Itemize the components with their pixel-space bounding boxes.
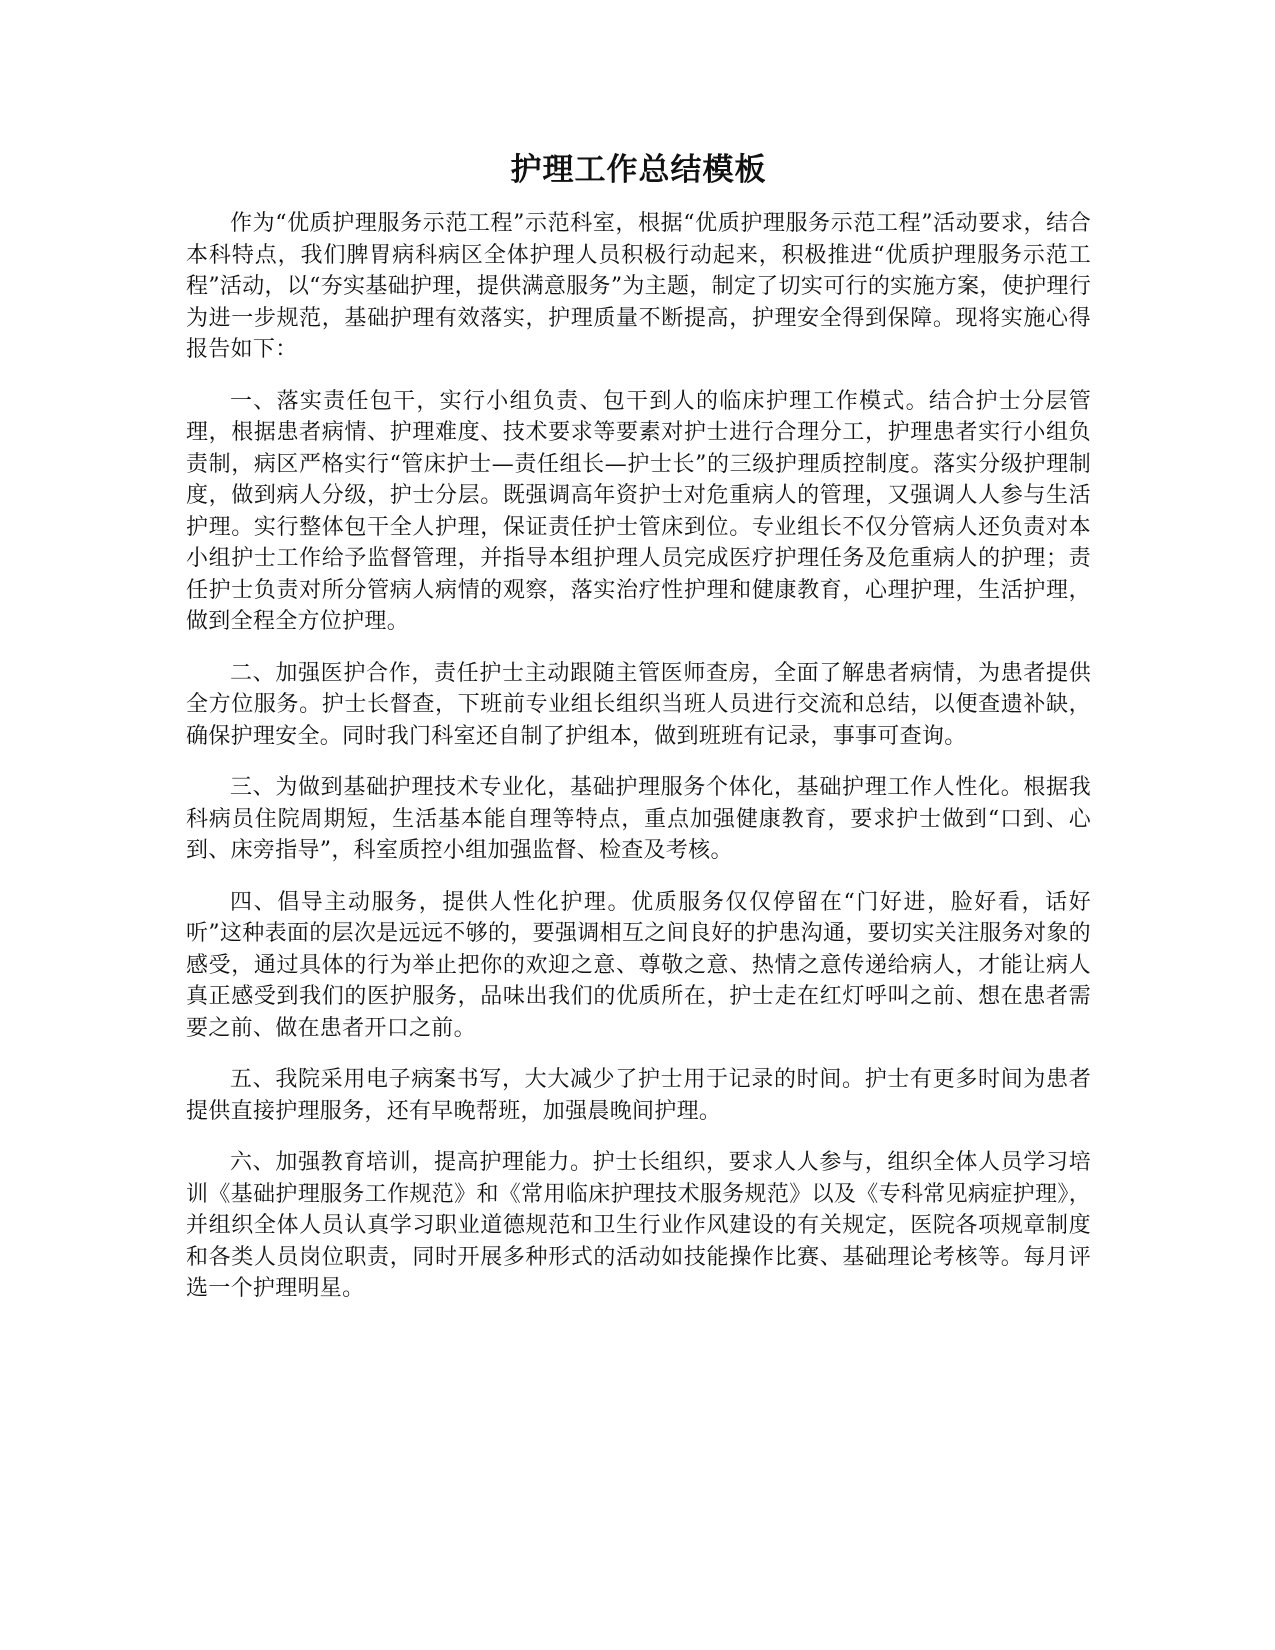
intro-paragraph: 作为“优质护理服务示范工程”示范科室，根据“优质护理服务示范工程”活动要求，结合本科特点，我们脾胃病科病区全体护理人员积极行动起来，积极推进“优质护理服务示范工程”活动，以“夯实基础护理，提供满意服务”为主题，制定了切实可行的实施方案，使护理行为进一步规范，基础护理有效落实，护理质量不断提高，护理安全得到保障。现将实施心得报告如下： bbox=[186, 211, 1091, 362]
section-paragraph-4: 四、倡导主动服务，提供人性化护理。优质服务仅仅停留在“门好进，脸好看，话好听”这种表面的层次是远远不够的，要强调相互之间良好的护患沟通，要切实关注服务对象的感受，通过具体的行为举止把你的欢迎之意、尊敬之意、热情之意传递给病人，才能让病人真正感受到我们的医护服务，品味出我们的优质所在，护士走在红灯呼叫之前、想在患者需要之前、做在患者开口之前。 bbox=[186, 889, 1091, 1041]
section-paragraph-1: 一、落实责任包干，实行小组负责、包干到人的临床护理工作模式。结合护士分层管理，根据患者病情、护理难度、技术要求等要素对护士进行合理分工，护理患者实行小组负责制，病区严格实行“管床护士—责任组长—护士长”的三级护理质控制度。落实分级护理制度，做到病人分级，护士分层。既强调高年资护士对危重病人的管理，又强调人人参与生活护理。实行整体包干全人护理，保证责任护士管床到位。专业组长不仅分管病人还负责对本小组护士工作给予监督管理，并指导本组护理人员完成医疗护理任务及危重病人的护理；责任护士负责对所分管病人病情的观察，落实治疗性护理和健康教育，心理护理，生活护理，做到全程全方位护理。 bbox=[186, 388, 1091, 634]
section-paragraph-3: 三、为做到基础护理技术专业化，基础护理服务个体化，基础护理工作人性化。根据我科病员住院周期短，生活基本能自理等特点，重点加强健康教育，要求护士做到“口到、心到、床旁指导”，科室质控小组加强监督、检查及考核。 bbox=[186, 775, 1091, 863]
document-title: 护理工作总结模板 bbox=[510, 152, 767, 188]
document-body bbox=[186, 150, 1091, 1325]
section-paragraph-2: 二、加强医护合作，责任护士主动跟随主管医师查房，全面了解患者病情，为患者提供全方位服务。护士长督查，下班前专业组长组织当班人员进行交流和总结，以便查遗补缺，确保护理安全。同时我门科室还自制了护组本，做到班班有记录，事事可查询。 bbox=[186, 660, 1091, 749]
section-paragraph-6: 六、加强教育培训，提高护理能力。护士长组织，要求人人参与，组织全体人员学习培训《基础护理服务工作规范》和《常用临床护理技术服务规范》以及《专科常见病症护理》，并组织全体人员认真学习职业道德规范和卫生行业作风建设的有关规定，医院各项规章制度和各类人员岗位职责，同时开展多种形式的活动如技能操作比赛、基础理论考核等。每月评选一个护理明星。 bbox=[186, 1150, 1091, 1301]
section-paragraph-5: 五、我院采用电子病案书写，大大减少了护士用于记录的时间。护士有更多时间为患者提供直接护理服务，还有早晚帮班，加强晨晚间护理。 bbox=[186, 1067, 1091, 1124]
